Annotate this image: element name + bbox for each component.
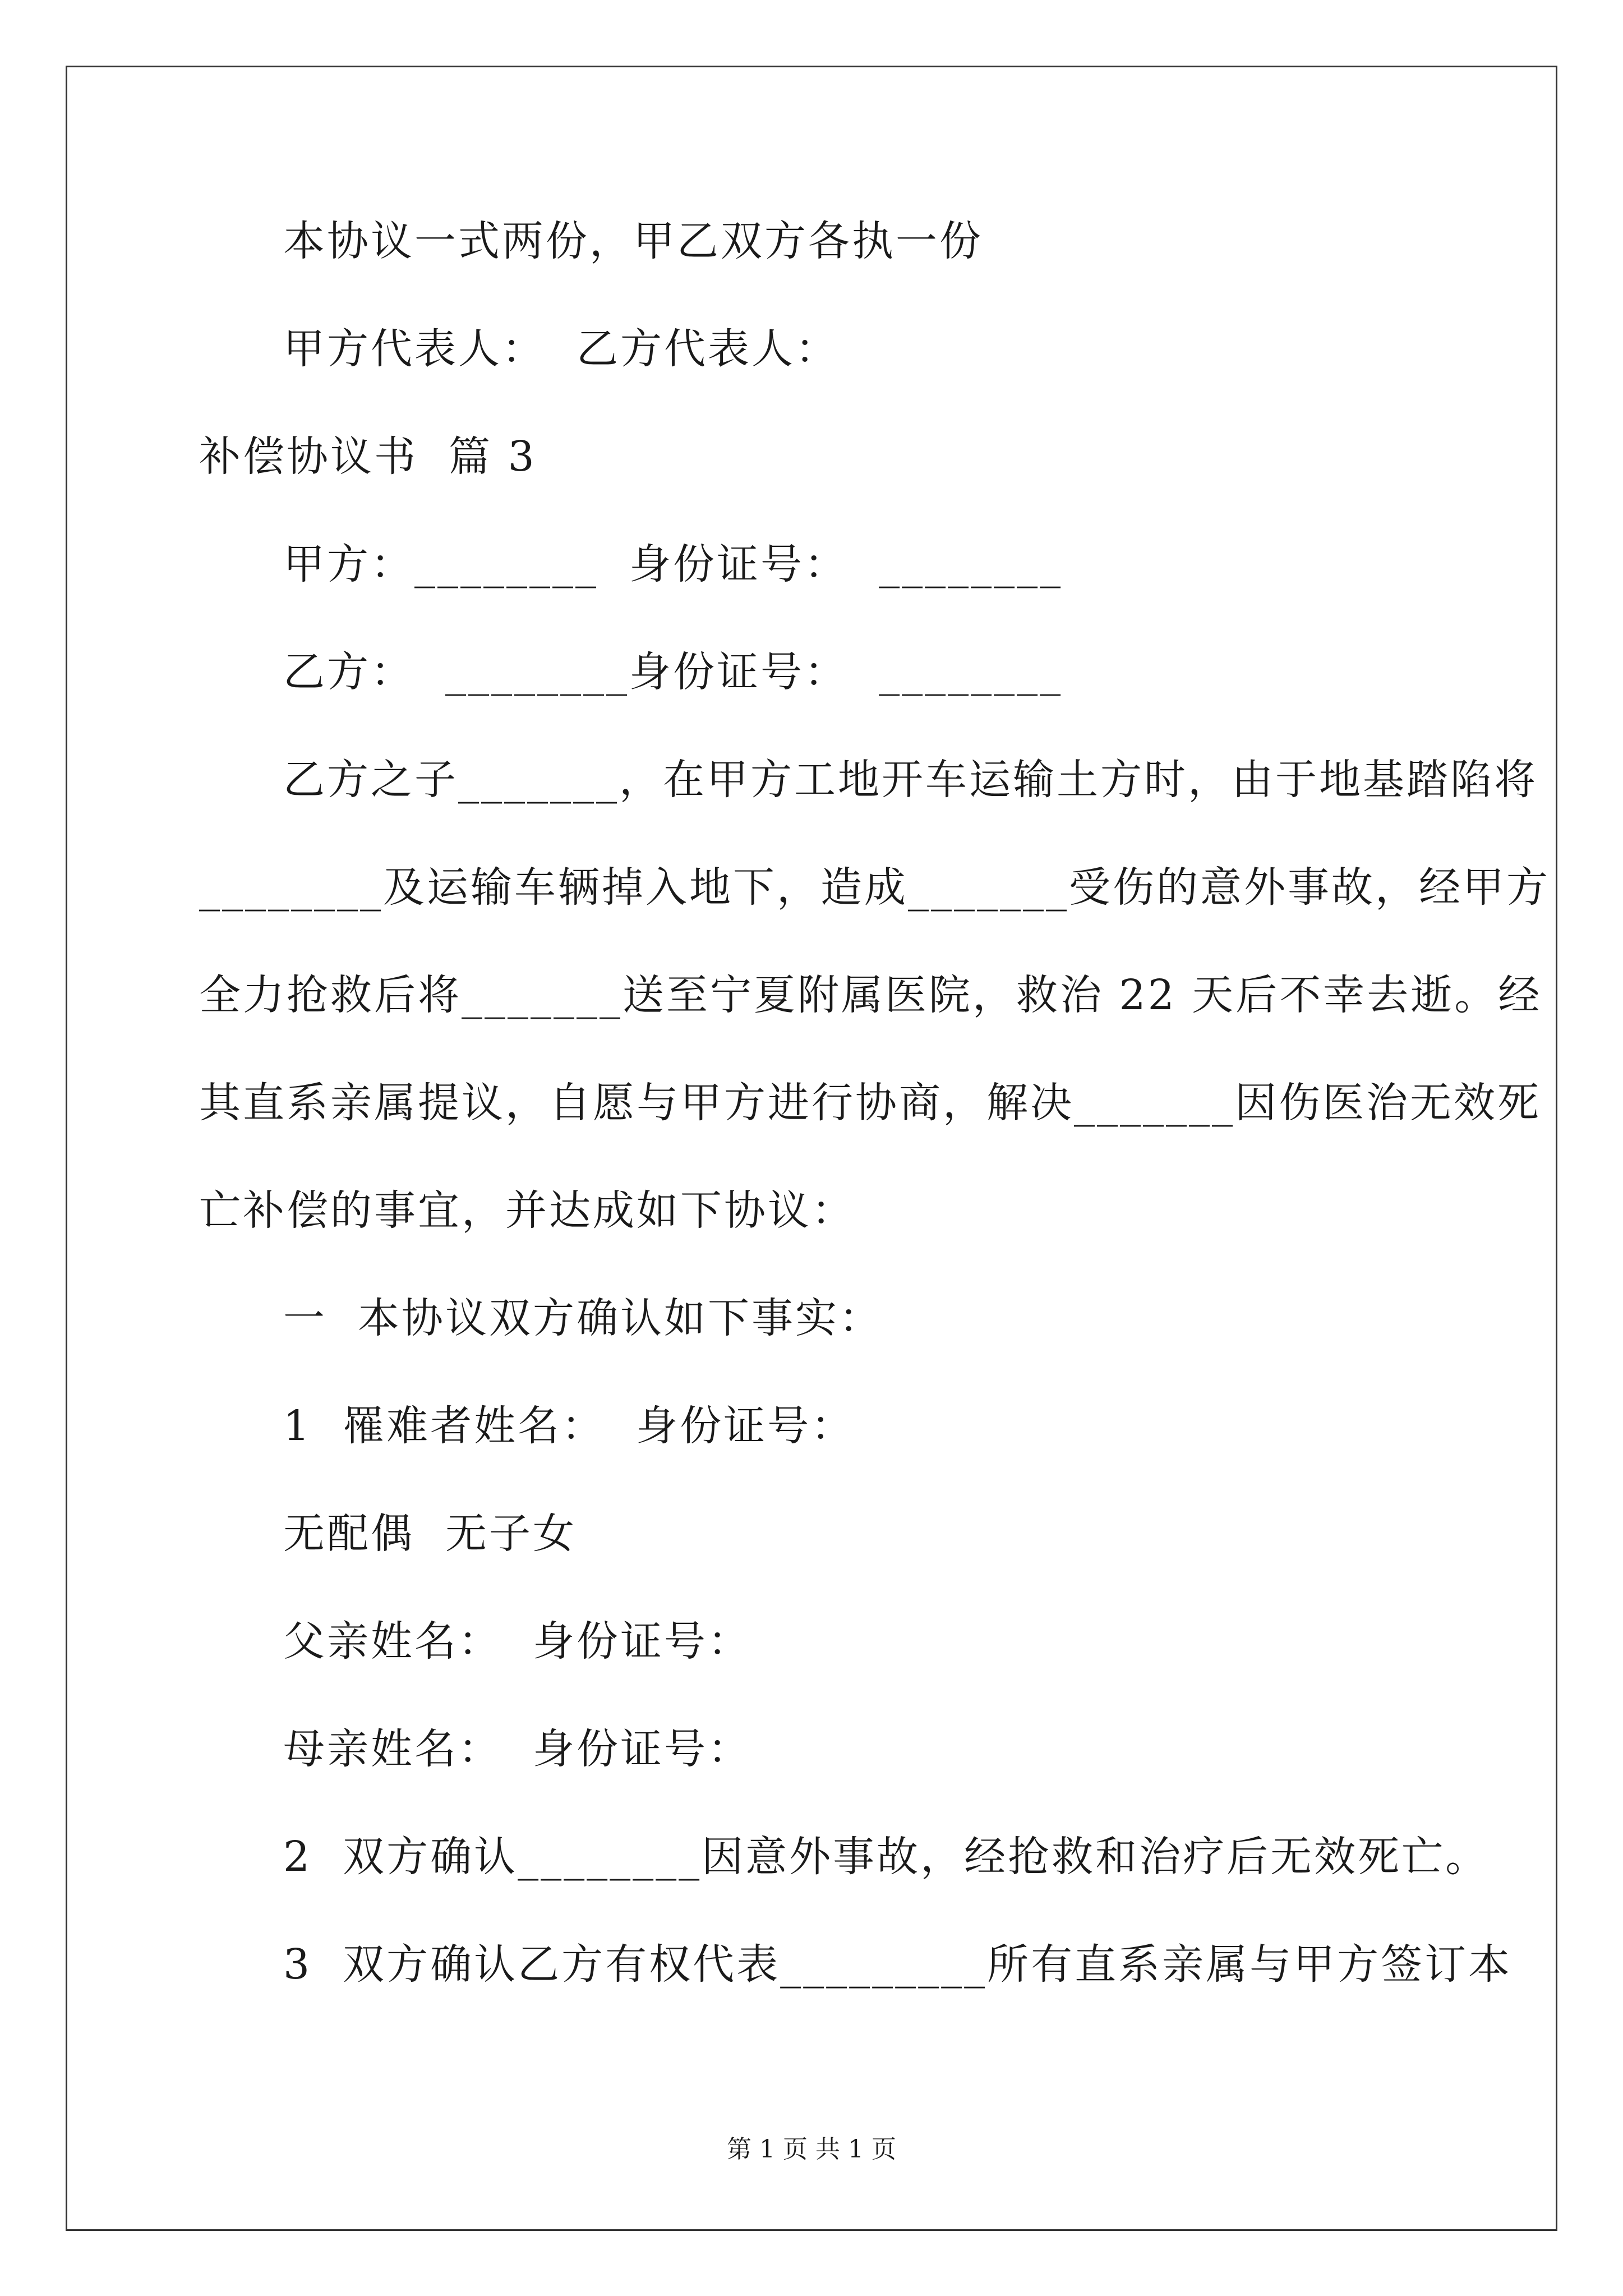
page-number: 第 1 页 共 1 页 <box>727 2135 896 2164</box>
text-line: 乙方之子_______，在甲方工地开车运输土方时，由于地基踏陷将 <box>283 756 1538 804</box>
text-line: 甲方：________ 身份证号： ________ <box>283 540 1063 588</box>
text-line: 父亲姓名： 身份证号： <box>283 1617 752 1665</box>
text-line: 3 双方确认乙方有权代表_________所有直系亲属与甲方签订本 <box>283 1940 1513 1989</box>
text-line: 2 双方确认________因意外事故，经抢救和治疗后无效死亡。 <box>283 1833 1490 1881</box>
text-line: 母亲姓名： 身份证号： <box>283 1725 752 1773</box>
text-line: 一 本协议双方确认如下事实： <box>283 1294 883 1342</box>
text-line: 甲方代表人： 乙方代表人： <box>283 325 840 373</box>
page-border <box>66 66 1557 2231</box>
text-line: ________及运输车辆掉入地下，造成_______受伤的意外事故，经甲方 <box>199 863 1550 912</box>
text-line: 亡补偿的事宜，并达成如下协议： <box>199 1186 855 1235</box>
text-line: 本协议一式两份，甲乙双方各执一份 <box>283 217 983 265</box>
text-line: 1 罹难者姓名： 身份证号： <box>283 1402 855 1450</box>
text-line: 全力抢救后将_______送至宁夏附属医院，救治 22 天后不幸去逝。经 <box>199 971 1542 1019</box>
text-line: 乙方： ________身份证号： ________ <box>283 648 1063 696</box>
text-line: 其直系亲属提议，自愿与甲方进行协商，解决_______因伤医治无效死 <box>199 1079 1541 1127</box>
section-heading: 补偿协议书 篇 3 <box>199 432 537 481</box>
text-line: 无配偶 无子女 <box>283 1510 577 1558</box>
